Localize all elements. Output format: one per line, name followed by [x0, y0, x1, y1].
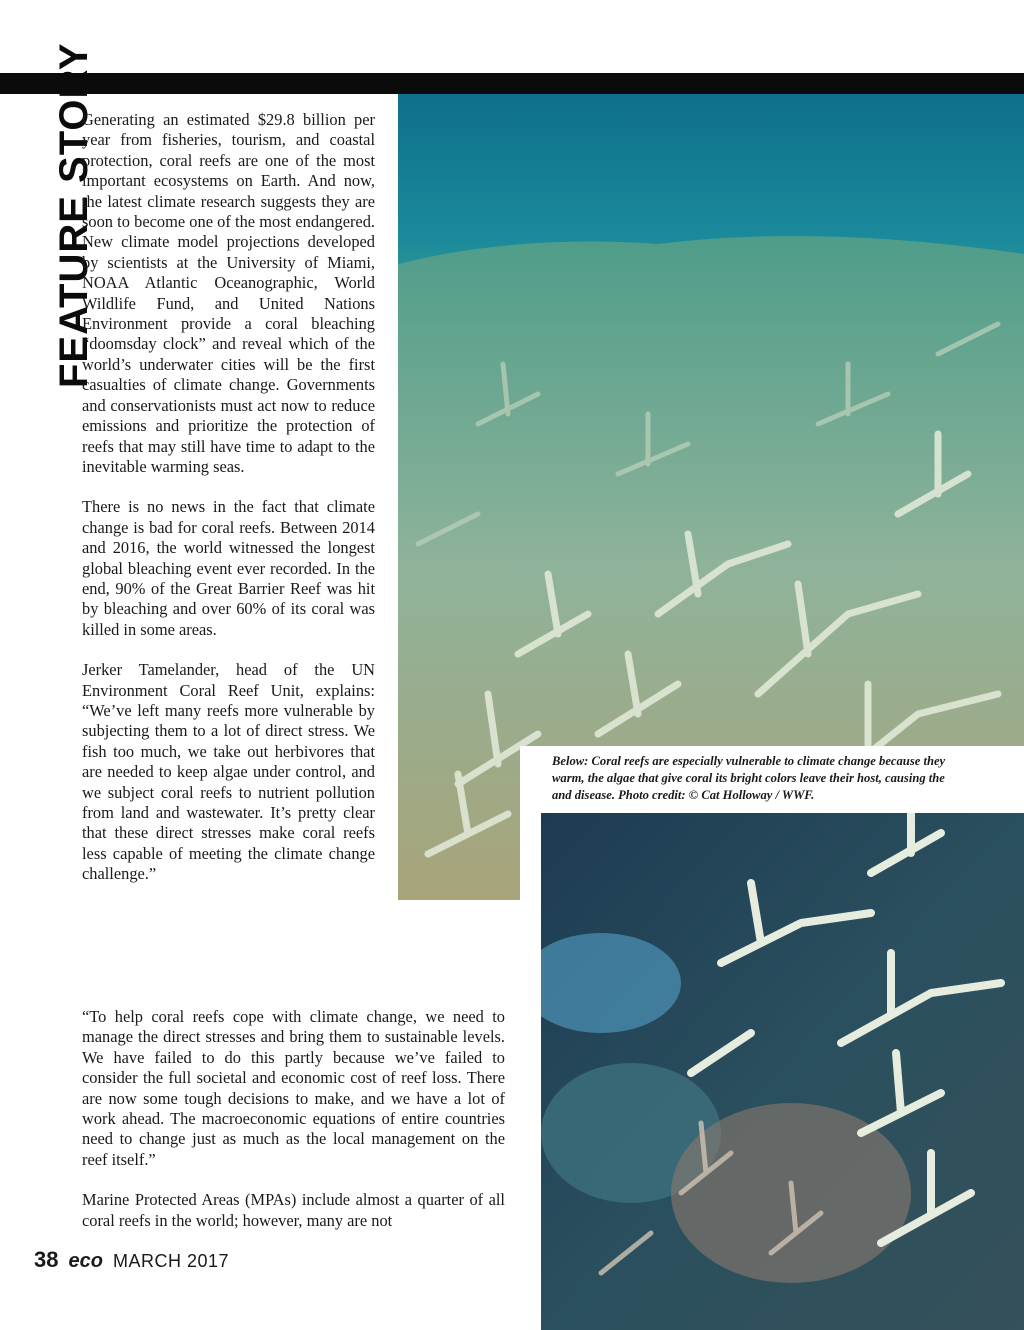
caption-line: and disease. Photo credit: © Cat Holloway / WWF. — [552, 788, 815, 802]
section-label: FEATURE STORY — [52, 42, 96, 388]
photo-caption — [552, 753, 1024, 805]
paragraph: Marine Protected Areas (MPAs) include almost a quarter of all coral reefs in the world; however, many are not — [82, 1190, 505, 1230]
caption-line: Below: Coral reefs are especially vulnerable to climate change because they — [552, 754, 946, 768]
article-column — [82, 110, 375, 905]
issue-date: MARCH 2017 — [112, 1251, 229, 1271]
paragraph: Generating an estimated $29.8 billion per year from fisheries, tourism, and coastal protection, coral reefs are one of the most important ecosystems on Earth. And now, the latest climate research suggests they are soon to become one of the most endangered. New climate model projections developed by scientists at the University of Miami, NOAA Atlantic Oceanographic, World Wildlife Fund, and United Nations Environment provide a coral bleaching “doomsday clock” and reveal which of the world’s underwater cities will be the first casualties of climate change. Governments and conservationists must act now to reduce emissions and prioritize the protection of reefs that may still have time to adapt to the inevitable warming seas. — [82, 110, 375, 476]
paragraph: Jerker Tamelander, head of the UN Environment Coral Reef Unit, explains: “We’ve left many reefs more vulnerable by subjecting them to a lot of direct stress. We fish too much, we take out herbivores that are needed to keep algae under control, and we subject coral reefs to nutrient pollution from land and wastewater. It’s pretty clear that these direct stresses make coral reefs less capable of meeting the climate change challenge.” — [82, 660, 375, 884]
coral-closeup-photo — [541, 813, 1024, 1330]
paragraph: “To help coral reefs cope with climate change, we need to manage the direct stresses and bring them to sustainable levels. We have failed to do this partly because we’ve failed to consider the full societal and economic cost of reef loss. There are now some tough decisions to make, and we have a lot of work ahead. The macroeconomic equations of entire countries need to change just as much as the local management on the reef itself.” — [82, 1007, 505, 1169]
paragraph: There is no news in the fact that climate change is bad for coral reefs. Between 2014 and 2016, the world witnessed the longest global bleaching event ever recorded. In the end, 90% of the Great Barrier Reef was hit by bleaching and over 60% of its coral was killed in some areas. — [82, 497, 375, 639]
article-continuation — [82, 1007, 505, 1251]
header-rule — [0, 73, 1024, 94]
page-footer — [34, 1247, 229, 1275]
caption-line: warm, the algae that give coral its bright colors leave their host, causing the — [552, 771, 945, 785]
page-number: 38 — [34, 1247, 59, 1272]
magazine-name: eco — [68, 1250, 103, 1272]
